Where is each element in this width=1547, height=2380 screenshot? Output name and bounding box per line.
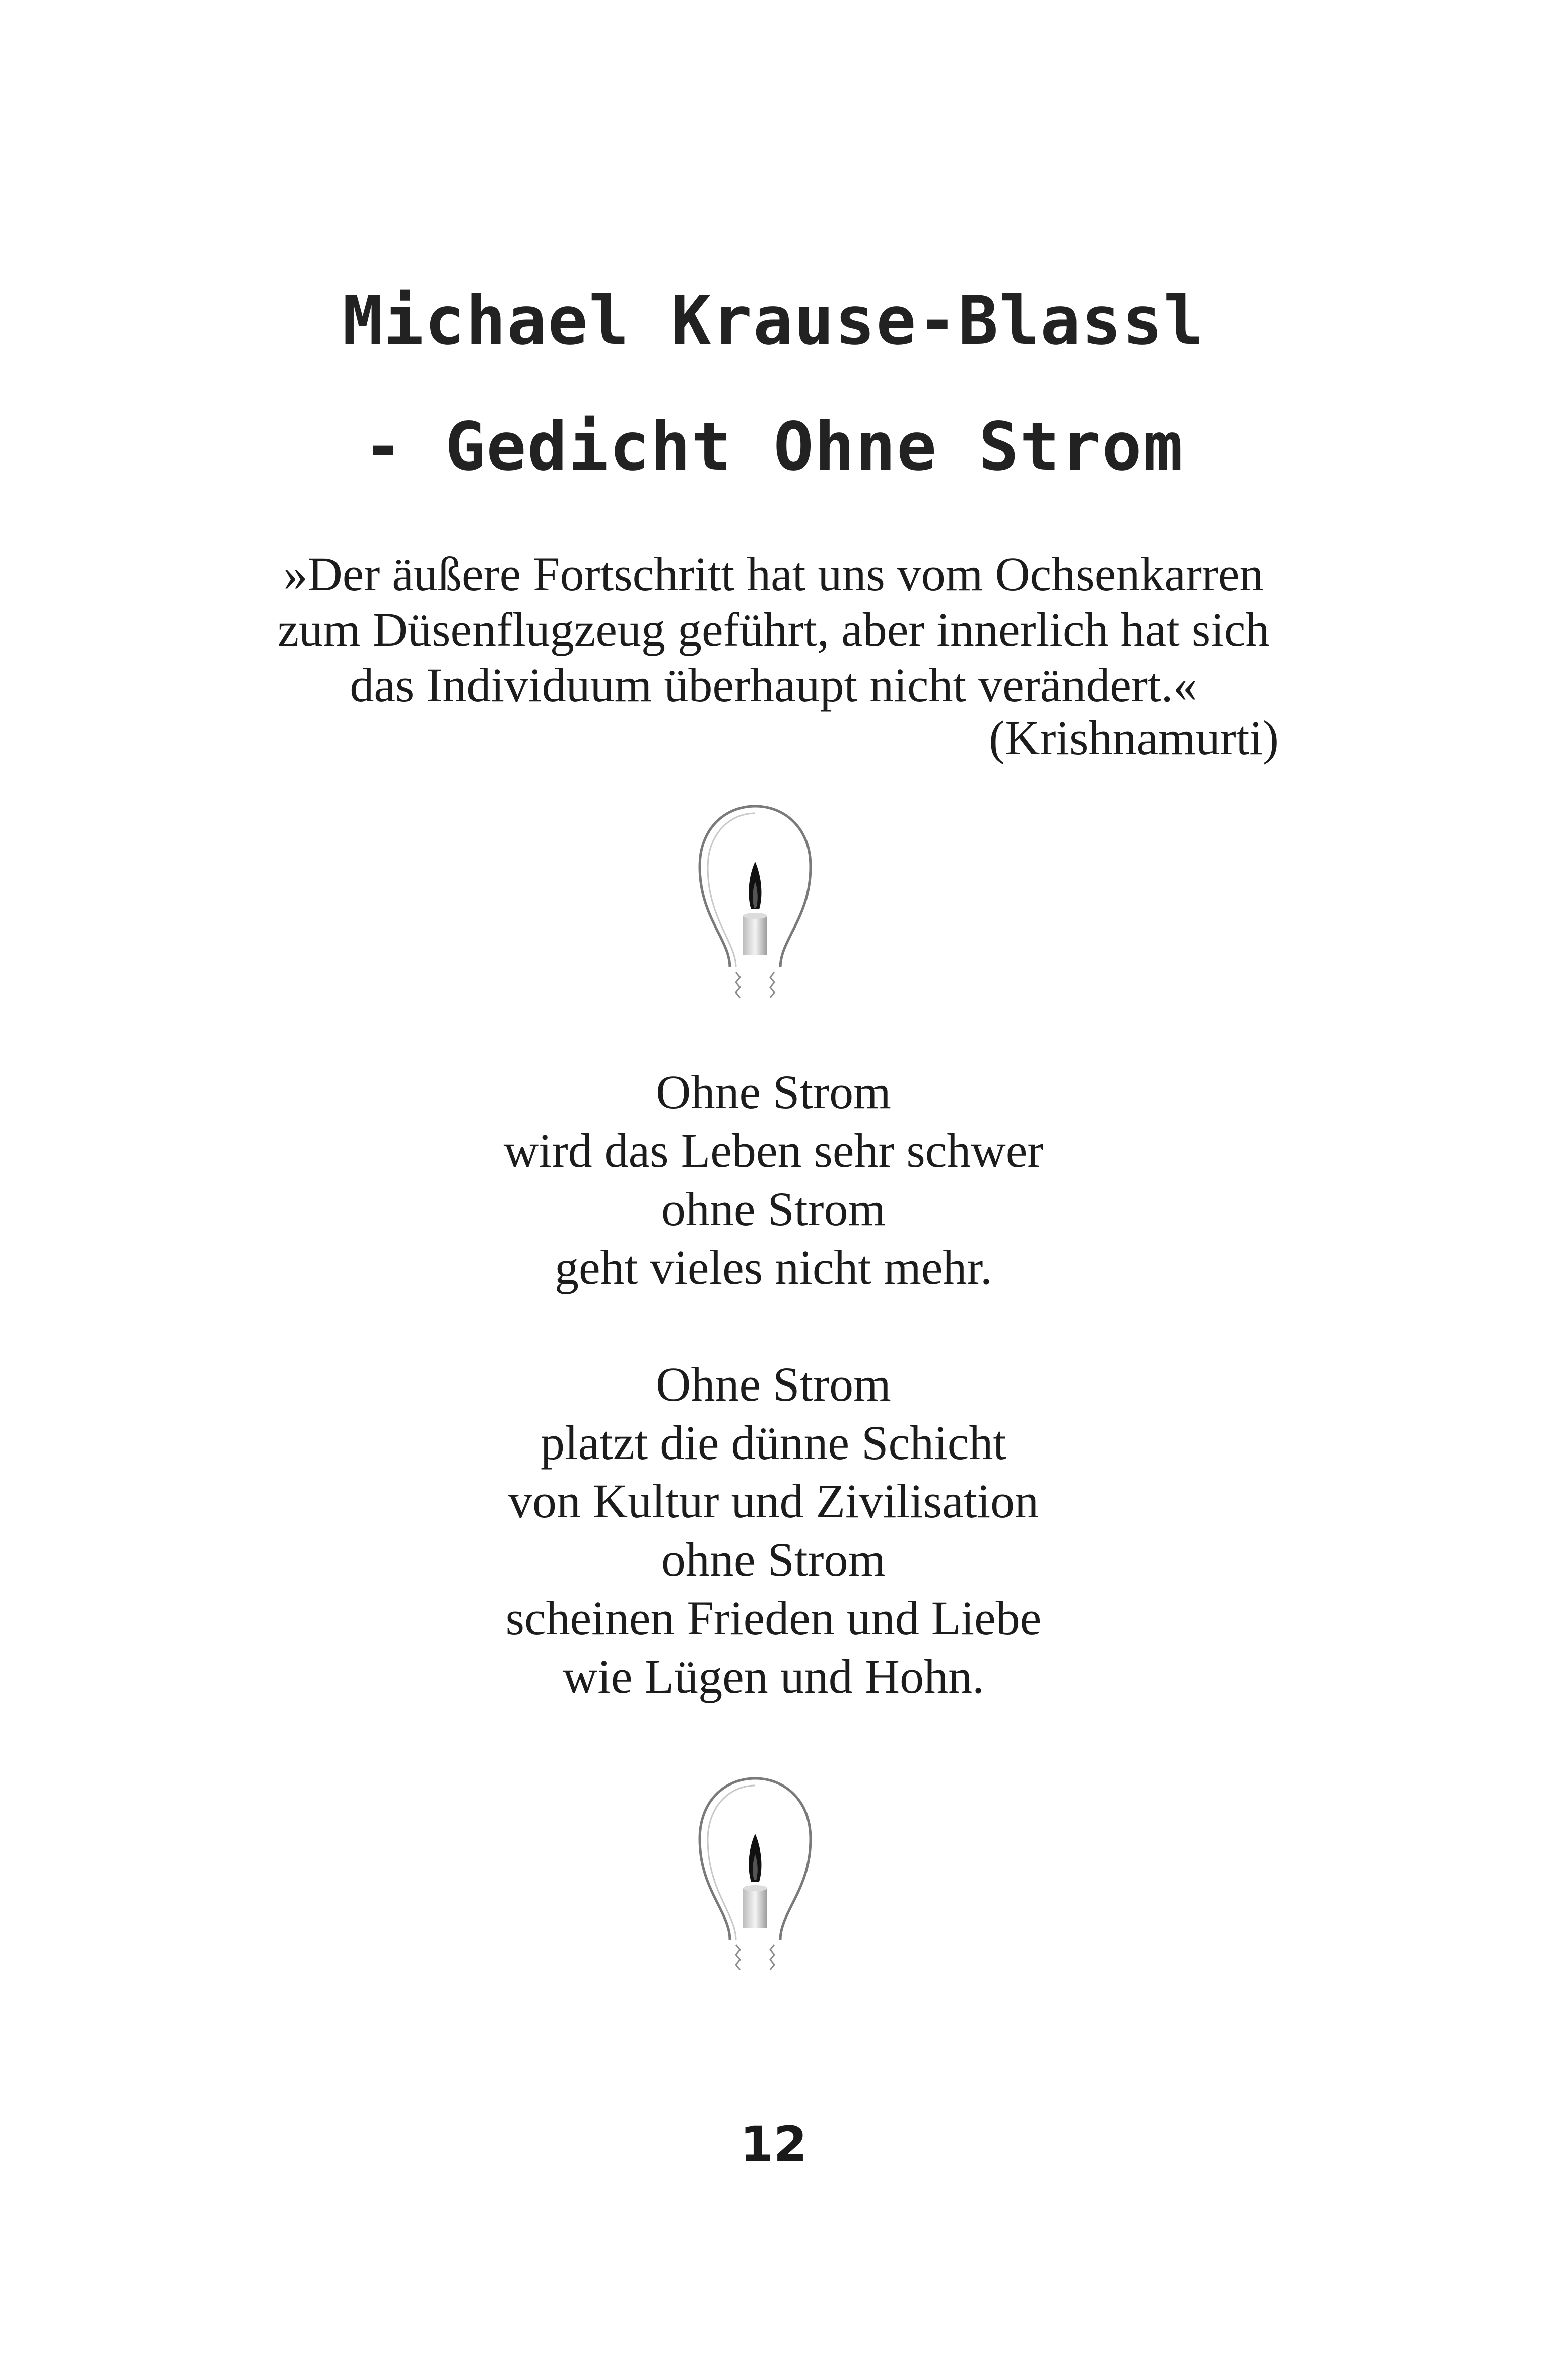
poem-stanza-2 <box>0 1355 1547 1706</box>
poem-stanza-1 <box>0 1063 1547 1297</box>
poem-line: ohne Strom <box>661 1182 886 1236</box>
poem-line: Ohne Strom <box>656 1065 891 1119</box>
lightbulb-candle-icon <box>695 801 816 1013</box>
poem-line: ohne Strom <box>661 1533 886 1586</box>
epigraph-line: das Individuum überhaupt nicht verändert.« <box>350 658 1197 712</box>
epigraph <box>0 547 1547 713</box>
epigraph-line: zum Düsenflugzeug geführt, aber innerlich hat sich <box>277 603 1270 656</box>
poem-line: geht vieles nicht mehr. <box>554 1240 993 1294</box>
page-number: 12 <box>739 2116 808 2172</box>
epigraph-attribution: (Krishnamurti) <box>989 711 1279 765</box>
lightbulb-candle-icon <box>695 1773 816 1985</box>
poem-line: scheinen Frieden und Liebe <box>505 1591 1042 1645</box>
poem-line: von Kultur und Zivilisation <box>508 1474 1039 1528</box>
poem-line: Ohne Strom <box>656 1357 891 1411</box>
poem-line: wie Lügen und Hohn. <box>562 1649 985 1703</box>
epigraph-line: »Der äußere Fortschritt hat uns vom Ochsenkarren <box>283 547 1264 601</box>
poem-line: wird das Leben sehr schwer <box>503 1123 1044 1177</box>
poem-line: platzt die dünne Schicht <box>540 1416 1007 1470</box>
title-line-2: - Gedicht Ohne Strom <box>363 408 1184 486</box>
title-line-1: Michael Krause-Blassl <box>343 282 1204 360</box>
